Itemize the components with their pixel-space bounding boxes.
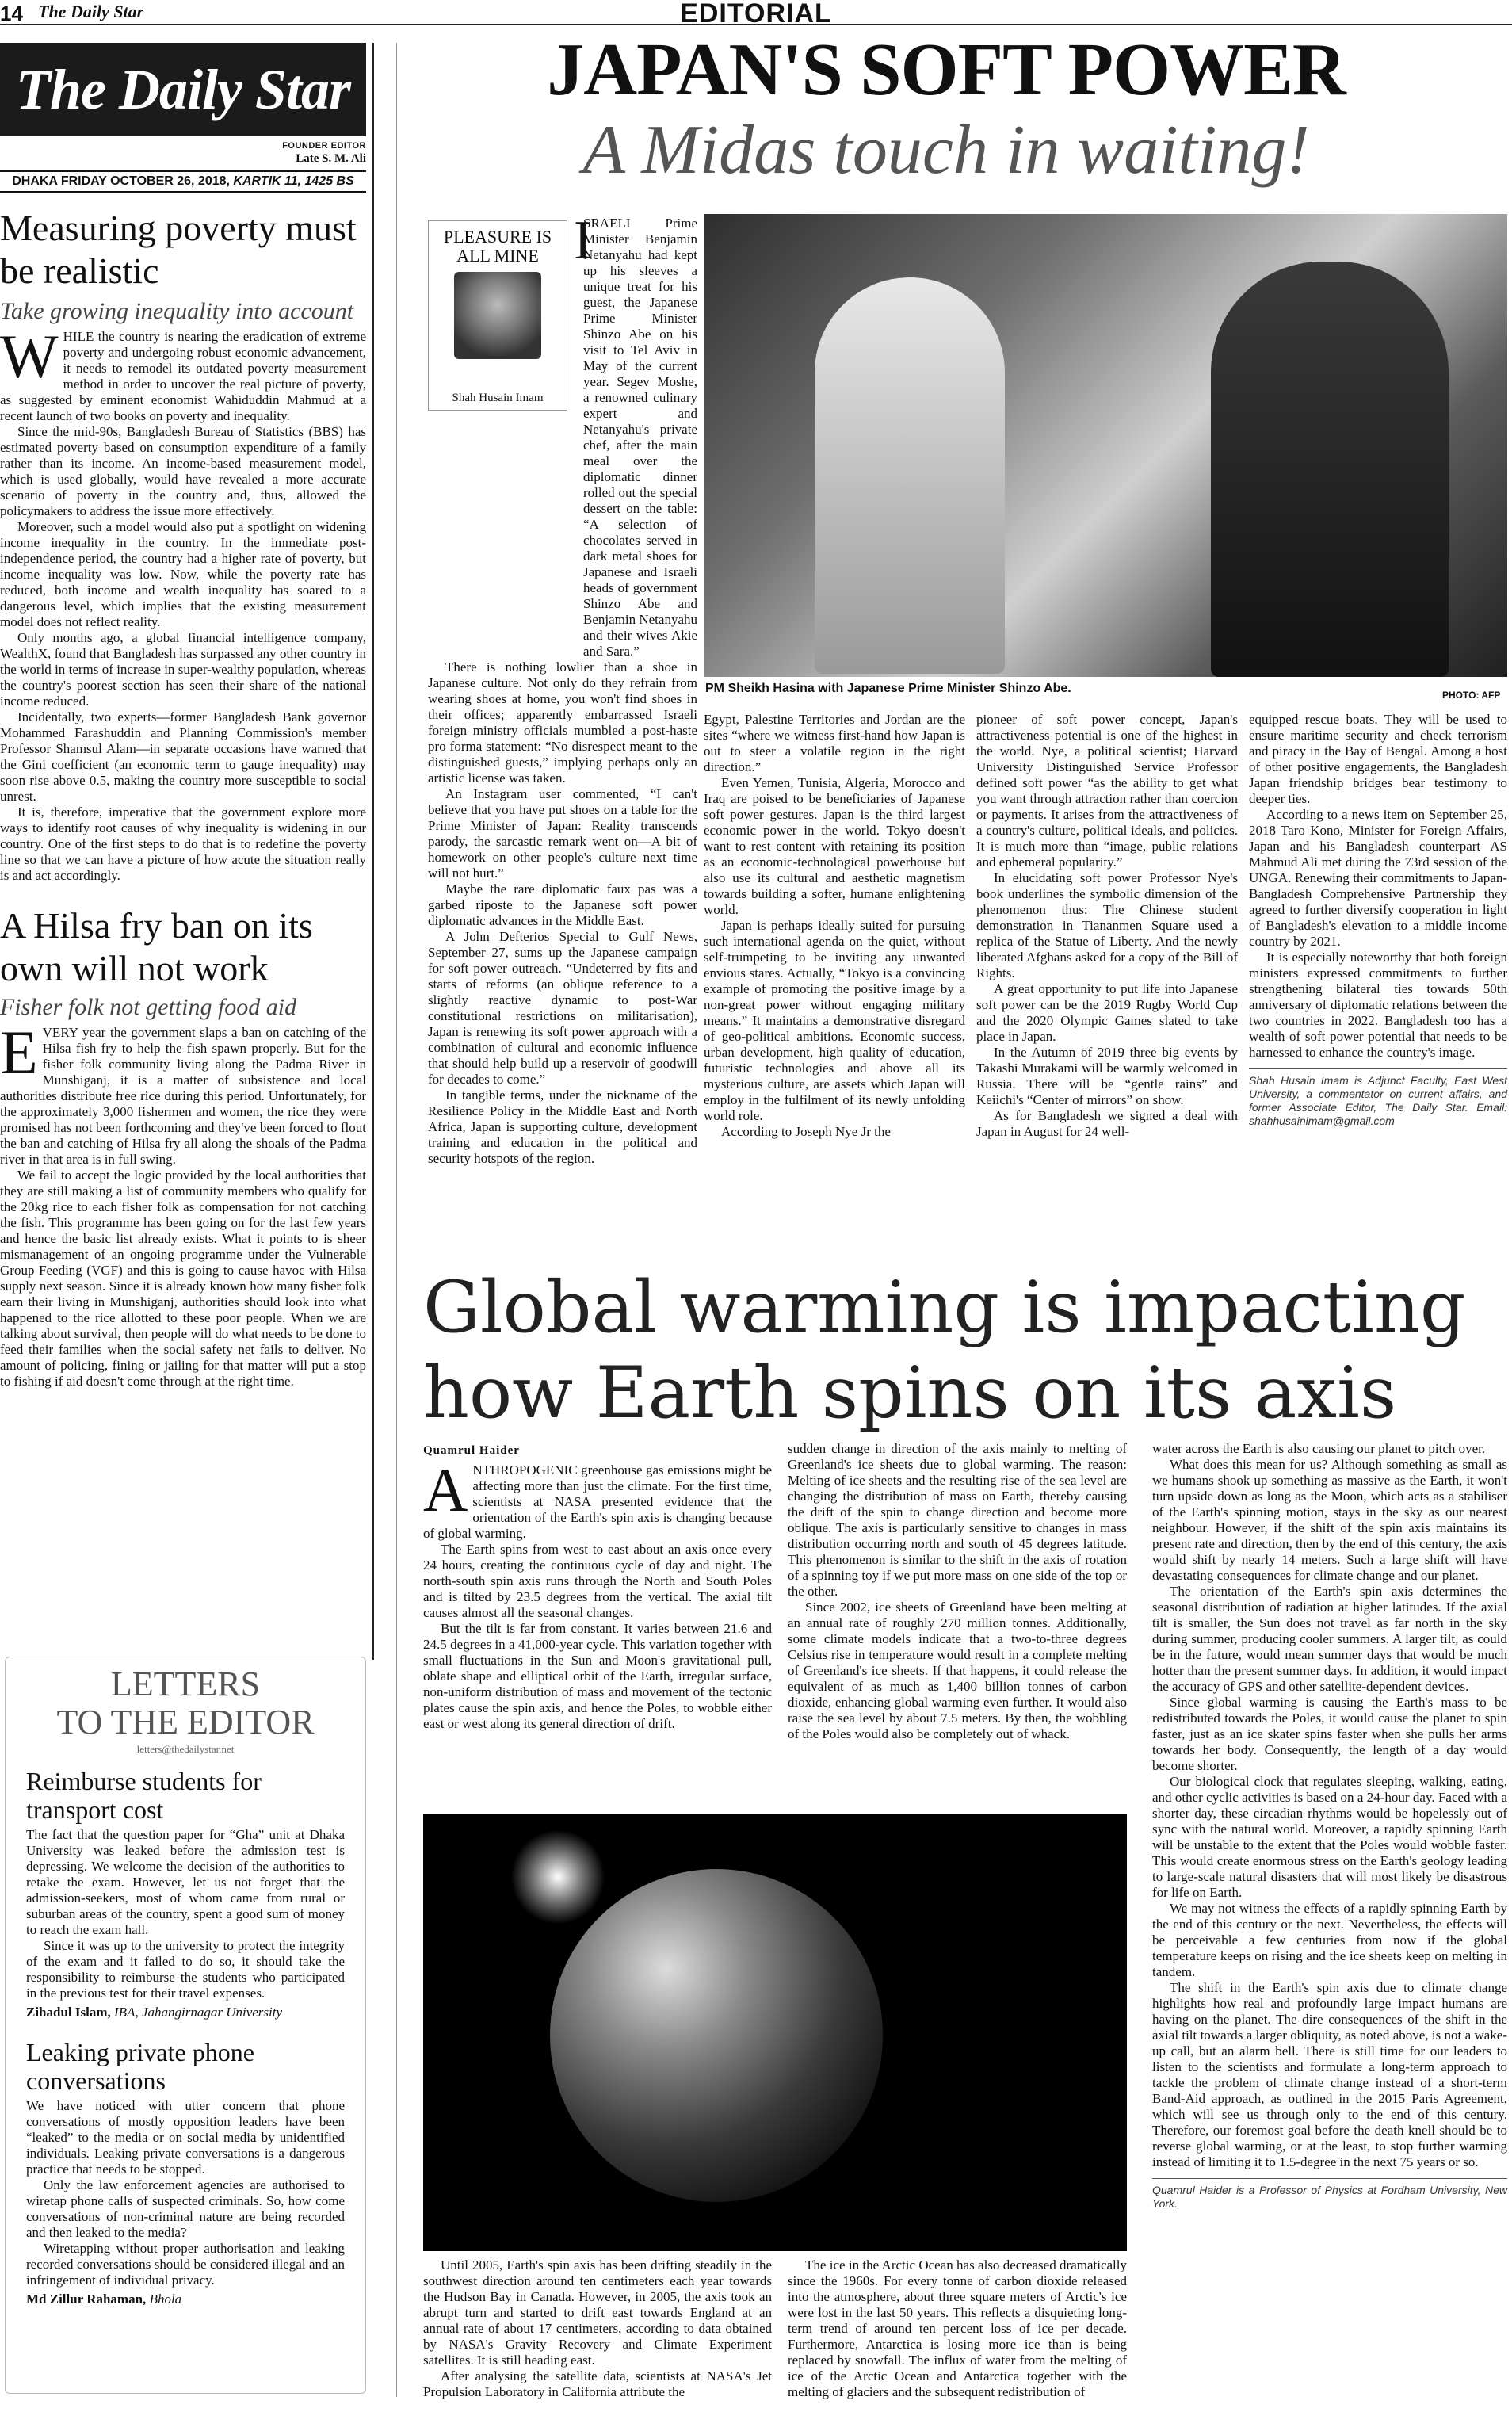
page-number: 14 — [0, 2, 23, 25]
article-column-2: sudden change in direction of the axis mainly to melting of Greenland's ice sheets due to global warming. The reason: Melting of ice sheets and the resulting rise of the sea level are changing the distribution of mass on Earth, thereby causing the drift of the spin to change direction and become more oblique. The axis is particularly sensitive to changes in mass distribution occurring north and south of 45 degrees latitude. This phenomenon is similar to the shift in the axis of rotation of a spinning toy if we put more mass on one side of the top or the other. Since 2002, ice sheets of Greenland have been melting at an annual rate of roughly 270 million tonnes. Additionally, some climate models indicate that a two-to-three degrees Celsius rise in temperature would result in a complete melting of Greenland's ice sheets. If that happens, it could release the equivalent of as much as 1,400 billion tonnes of carbon dioxide, enhancing global warming even further. It would also raise the sea level by about 7.5 meters. By then, the wobbling of the Poles would also be completely out of whack. — [788, 1441, 1127, 1741]
drop-cap: A — [423, 1455, 468, 1524]
letter-signature: Md Zillur Rahaman, Bhola — [26, 2292, 182, 2307]
running-masthead: The Daily Star — [38, 2, 144, 21]
figure-left — [815, 277, 1005, 674]
column-name: PLEASURE IS ALL MINE — [443, 227, 552, 266]
article-column-1: SRAELI Prime Minister Benjamin Netanyahu had kept up his sleeves a unique treat for his guest, the Japanese Prime Minister Shinzo Abe on his visit to Tel Aviv in May of the current year. Segev Moshe, a renowned culinary expert and Netanyahu's private chef, after the main meal over the diplomatic dinner rolled out the special dessert on the table: “A selection of chocolates served in dark metal shoes for Japanese and Israeli heads of government Shinzo Abe and Benjamin Netanyahu and their wives Akie and Sara.” There is nothing lowlier than a shoe in Japanese culture. Not only do they refrain from wearing shoes at home, you won't find shoes in their offices; apparently embarrassed Israeli foreign ministry officials mumbled a post-haste pro forma statement: “No disrespect meant to the distinguished guests,” implying perhaps only an artistic license was taken. An Instagram user commented, “I can't believe that you have put shoes on a table for the Prime Minister of Japan: Reality transcends parody, the sarcastic remark went on—A bit of homework on other people's culture next time will not hurt.” Maybe the rare diplomatic faux pas was a garbed riposte to the Japanese soft power diplomatic advances in the Middle East. A John Defterios Special to Gulf News, September 27, sums up the Japanese campaign for soft power outreach. “Undeterred by fits and starts of reforms (an oblique reference to a slightly reactive dynamic to post-War constitutional restrictions on militarisation), Japan is renewing its soft power approach with a combination of cultural and economic influence that should help build up a reservoir of goodwill for decades to come.” In tangible terms, under the nickname of the Resilience Policy in the Middle East and North Africa, Japan is supporting culture, development training and education in the political and security hotspots of the region. — [428, 216, 697, 1166]
article-column-4: equipped rescue boats. They will be used to ensure maritime security and check terrorism and piracy in the Bay of Bengal. Among a host of other positive engagements, the Bangladesh Japan friendship bridges bear testimony to deeper ties. According to a news item on September 25, 2018 Taro Kono, Minister for Foreign Affairs, Japan and his Bangladesh counterpart AS Mahmud Ali met during the 73rd session of the UNGA. Renewing their commitments to Japan-Bangladesh Comprehensive Partnership they agreed to further diversify cooperation in light of Bangladesh's elevation to a middle income country by 2021. It is especially noteworthy that both foreign ministers expressed commitments to further strengthening bilateral ties towards 50th anniversary of diplomatic relations between the two countries in 2022. Bangladesh too has a wealth of soft power potential that needs to be harnessed to enhance the country's image. Shah Husain Imam is Adjunct Faculty, East West University, a commentator on current affairs, and former Associate Editor, The Daily Star. Email: shahhusainimam@gmail.com — [1249, 712, 1507, 1127]
sun-glow — [510, 1829, 605, 1925]
editorial-subhead: Fisher folk not getting food aid — [0, 994, 297, 1020]
letters-email[interactable]: letters@thedailystar.net — [136, 1743, 235, 1755]
drop-cap: W — [0, 322, 59, 391]
letter-body: We have noticed with utter concern that phone conversations of mostly opposition leaders have been “leaked” to the media or on social media by unidentified individuals. Leaking private conversations is a dangerous practice that needs to be stopped. Only the law enforcement agencies are authorised to wiretap phone calls of suspected criminals. So, how come conversations of non-criminal nature are being recorded and then leaked to the media? Wiretapping without proper authorisation and leaking recorded conversations should be considered illegal and an infringement of individual privacy. — [26, 2098, 345, 2288]
photo-hasina-abe — [704, 214, 1507, 677]
article-column-3: pioneer of soft power concept, Japan's attractiveness potential is one of the highest in the world. Nye, a political scientist; Harvard University Distinguished Service Professor defined soft power “as the ability to get what you want through attraction rather than coercion or payments. It arises from the attractiveness of a country's culture, political ideals, and policies. It is much more than “image, public relations and ephemeral popularity.” In elucidating soft power Professor Nye's book underlines the symbolic dimension of the phenomenon thus: The Chinese student demonstration in Tiananmen Square used a replica of the Statue of Liberty. And the newly liberated Afghans asked for a copy of the Bill of Rights. A great opportunity to put life into Japanese soft power can be the 2019 Rugby World Cup and the 2020 Olympic Games slated to take place in Japan. In the Autumn of 2019 three big events by Takashi Murakami will be warmly welcomed in Russia. There will be “gentle rains” and Keiichi's “Center of mirrors” on show. As for Bangladesh we signed a deal with Japan in August for 24 well- — [976, 712, 1238, 1139]
article-subtitle: A Midas touch in waiting! — [582, 112, 1310, 189]
dateline: DHAKA FRIDAY OCTOBER 26, 2018, KARTIK 11, 1425 BS — [0, 170, 366, 193]
article-column-2-continued: The ice in the Arctic Ocean has also decreased dramatically since the 1960s. For every tonne of carbon dioxide released into the atmosphere, about three square meters of Arctic's ice were lost in the last 50 years. This reflects a disquieting long-term trend of around ten percent loss of ice per decade. Furthermore, Antarctica is losing more ice than is being replaced by snowfall. The influx of water from the melting of ice of the Arctic Ocean and Antarctica together with the melting of glaciers and the subsequent redistribution of — [788, 2257, 1127, 2399]
letter-signature: Zihadul Islam, IBA, Jahangirnagar University — [26, 2005, 283, 2020]
article-column-2: Egypt, Palestine Territories and Jordan are the sites “where we witness first-hand how Japan is out to steer a volatile region in the right direction.” Even Yemen, Tunisia, Algeria, Morocco and Iraq are poised to be beneficiaries of Japanese soft power gestures. Japan is the third largest economic power in the world. Tokyo doesn't want to rest content with retaining its position as an economic-technological powerhouse but also use its cultural and aesthetic magnetism towards building a softer, humane enlightening world. Japan is perhaps ideally suited for pursuing such international agenda on the quiet, without self-trumpeting to be inviting any unwanted envious stares. Actually, “Tokyo is a convincing example of promoting the positive image by a non-great power without engaging military means.” It maintains a demonstrative disregard of geo-political ambitions. Economic success, urban development, high quality of education, futuristic technologies and above all its mysterious culture, are assets which Japan will employ in the fulfilment of its newly unfolding world role. According to Joseph Nye Jr the — [704, 712, 965, 1139]
editorial-body: WHILE the country is nearing the eradication of extreme poverty and undergoing robust economic advancement, it needs to remodel its outdated poverty measurement method in order to uncover the real picture of poverty, as suggested by eminent economist Wahiduddin Mahmud at a recent launch of two books on poverty and inequality. Since the mid-90s, Bangladesh Bureau of Statistics (BBS) has estimated poverty based on consumption expenditure of a family rather than its income. An income-based measurement model, which is used globally, would have revealed a more accurate scenario of poverty in the country and, thus, allowed the policymakers to address the issue more effectively. Moreover, such a model would also put a spotlight on widening income inequality in the country. In the immediate post-independence period, the country had a higher rate of poverty, but income inequality was low. Now, while the poverty rate has reduced, both income and wealth inequality has soared to a dangerous level, which implies that the existing measurement model does not reflect reality. Only months ago, a global financial intelligence company, WealthX, found that Bangladesh has surpassed any other country in the world in terms of increase in super-wealthy population, whereas the country's poorest section has seen their share of the national income reduced. Incidentally, two experts—former Bangladesh Bank governor Mohammed Farashuddin and Planning Commission's member Professor Shamsul Alam—in separate occasions have warned that the Gini coefficient (an economic term to gauge inequality) may soon rise above 0.5, making the country more susceptible to social unrest. It is, therefore, imperative that the government explore more ways to identify root causes of why inequality is widening in our country. One of the first steps to do that is to redefine the poverty line so that we can have a picture of how acute the situation really is and act accordingly. — [0, 322, 366, 883]
author-bio: Quamrul Haider is a Professor of Physics at Fordham University, New York. — [1152, 2178, 1507, 2211]
letter-headline: Leaking private phone conversations — [26, 2038, 254, 2095]
editorial-subhead: Take growing inequality into account — [0, 298, 354, 324]
drop-cap: E — [0, 1018, 38, 1087]
photo-credit: PHOTO: AFP — [1442, 690, 1501, 701]
article-column-3: water across the Earth is also causing our planet to pitch over. What does this mean for us? Although something as small as we humans shook up something as massive as the Earth, it won't turn upside down as long as the Moon, which acts as a stabiliser of the Earth's spinning motion, stays in the sky as our nearest neighbour. However, if the shift of the spin axis maintains its present rate and direction, then by the end of this century, the axis would shift by nearly 14 meters. Such a large shift will have devastating consequences for climate change and our planet. The orientation of the Earth's spin axis determines the seasonal distribution of radiation at higher latitudes. If the axial tilt is smaller, the Sun does not travel as far north in the sky during summer, producing cooler summers. A larger tilt, as could be in the future, would mean summer days that would be much hotter than the present summer days. In addition, it would impact the accuracy of GPS and other satellite-dependent devices. Since global warming is causing the Earth's mass to be redistributed towards the Poles, it would cause the planet to spin faster, just as an ice skater spins faster when she pulls her arms towards her body. Consequently, the length of a day would become shorter. Our biological clock that regulates sleeping, walking, eating, and other cyclic activities is based on a 24-hour day. Faced with a shorter day, these circadian rhythms would be hopelessly out of sync with the natural world. Moreover, a rapidly spinning Earth will be unstable to the extent that the Poles would wobble faster. This would create enormous stress on the Earth's geology leading to large-scale natural disasters that will most likely be disastrous for life on Earth. We may not witness the effects of a rapidly spinning Earth by the end of this century or the next. Nevertheless, the effects will be perceivable a few centuries from now if the global temperature keeps on rising and the ice sheets keep on melting in tandem. The shift in the Earth's spin axis due to climate change highlights how real and profoundly large impact humans are having on the planet. The dire consequences of the shift in the axial tilt towards a larger obliquity, as noted above, is not a wake-up call, but an alarm bell. There is still time for our leaders to listen to the scientists and formulate a long-term approach to tackle the problem of climate change instead of a short-term Band-Aid approach, as outlined in the 2015 Paris Agreement, which will see us through only to the end of this century. Therefore, our foremost goal before the death knell should be to reverse global warming, or at the least, to stop further warming instead of limiting it to 1.5-degree in the next 75 years or so. Quamrul Haider is a Professor of Physics at Fordham University, New York. — [1152, 1441, 1507, 2210]
author-name: Shah Husain Imam — [452, 392, 544, 404]
editorial-body: EVERY year the government slaps a ban on catching of the Hilsa fish fry to help the fish spawn properly. But for the fisher folk community living along the Padma River in Munshiganj, it is a matter of subsistence and local authorities distribute free rice during this period. Unfortunately, for the approximately 3,000 fishermen and women, the rice they were promised has not been forthcoming and they've been forced to flout the ban and catching of Hilsa fry all along the shoals of the Padma river in that area is in full swing. We fail to accept the logic provided by the local authorities that they are still making a list of community members who qualify for the 20kg rice to each fisher folk as compensation for not catching the fish. This programme has been going on for the last few years and hence the basic list already exists. What it points to is sheer mismanagement of an ongoing programme under the Vulnerable Group Feeding (VGF) and this is going to cause havoc with Hilsa supply next season. Since it is already known how many fisher folk earn their living in Munshiganj, authorities should look into what happened to the rice allotted to these poor people. When we are talking about survival, then people will do what needs to be done to feed their families when the social safety net fails to deliver. No amount of policing, fining or jailing for that matter will put a stop to fishing if aid doesn't come through at the right time. — [0, 1018, 366, 1389]
letters-box — [5, 1657, 366, 2394]
figure-right — [1211, 262, 1449, 677]
column-rule — [372, 43, 374, 1660]
left-column — [0, 43, 366, 1389]
section-label: EDITORIAL — [680, 0, 832, 29]
masthead-logo: The Daily Star — [0, 43, 366, 136]
letter-body: The fact that the question paper for “Gha” unit at Dhaka University was leaked before the admission test is depressing. We welcome the decision of the authorities to retake the exam. However, let us not forget that the admission-seekers, most of whom came from rural or suburban areas of the country, spent a good sum of money to reach the exam hall. Since it was up to the university to protect the integrity of the exam and it failed to do so, it should take the responsibility to reimburse the students who participated in the previous test for their travel expenses. — [26, 1827, 345, 2001]
byline: Quamrul Haider — [423, 1444, 520, 1457]
editorial-headline: Measuring poverty must be realistic — [0, 208, 357, 291]
photo-caption: PM Sheikh Hasina with Japanese Prime Minister Shinzo Abe. — [705, 682, 1071, 695]
founder-label: FOUNDER EDITOR — [282, 141, 366, 151]
article-title: Global warming is impacting how Earth spins on its axis — [423, 1266, 1466, 1435]
author-bio: Shah Husain Imam is Adjunct Faculty, East West University, a commentator on current affairs, and former Associate Editor, The Daily Star. Email: shahhusainimam@gmail.com — [1249, 1068, 1507, 1128]
editorial-hilsa — [0, 904, 366, 1389]
letters-title: LETTERS TO THE EDITOR — [56, 1665, 315, 1741]
earth-sphere — [550, 1869, 883, 2202]
letter-headline: Reimburse students for transport cost — [26, 1767, 262, 1824]
founder-name: Late S. M. Ali — [296, 152, 366, 165]
earth-illustration — [423, 1814, 1127, 2251]
article-column-1: Quamrul Haider ANTHROPOGENIC greenhouse gas emissions might be affecting more than just the climate. For the first time, scientists at NASA presented evidence that the orientation of the Earth's spin axis is changing because of global warming. The Earth spins from west to east about an axis once every 24 hours, creating the continuous cycle of day and night. The north-south spin axis runs through the North and South Poles and is tilted by 23.5 degrees from the vertical. The axial tilt causes almost all the seasonal changes. But the tilt is far from constant. It varies between 21.6 and 24.5 degrees in a 41,000-year cycle. This variation together with small fluctuations in the Sun and Moon's gravitational pull, oblate shape and elliptical orbit of the Earth, irregular surface, non-uniform distribution of mass and movement of the tectonic plates cause the spin axis, and hence the Poles, to wobble either east or west along its general direction of drift. — [423, 1444, 772, 1731]
drop-cap: I — [574, 210, 593, 271]
article-title: JAPAN'S SOFT POWER — [547, 29, 1346, 111]
editorial-headline: A Hilsa fry ban on its own will not work — [0, 905, 313, 988]
dateline-bangla: KARTIK 11, 1425 BS — [233, 174, 354, 188]
column-rule — [396, 43, 397, 2397]
article-column-1-continued: Until 2005, Earth's spin axis has been drifting steadily in the southwest direction around ten centimeters each year towards the Hudson Bay in Canada. However, in 2005, the axis took an abrupt turn and started to drift east towards England at an annual rate of about 17 centimeters, according to data obtained by NASA's Gravity Recovery and Climate Experiment satellites. It is still heading east. After analysing the satellite data, scientists at NASA's Jet Propulsion Laboratory in California attribute the — [423, 2257, 772, 2399]
editorial-poverty — [0, 207, 366, 884]
